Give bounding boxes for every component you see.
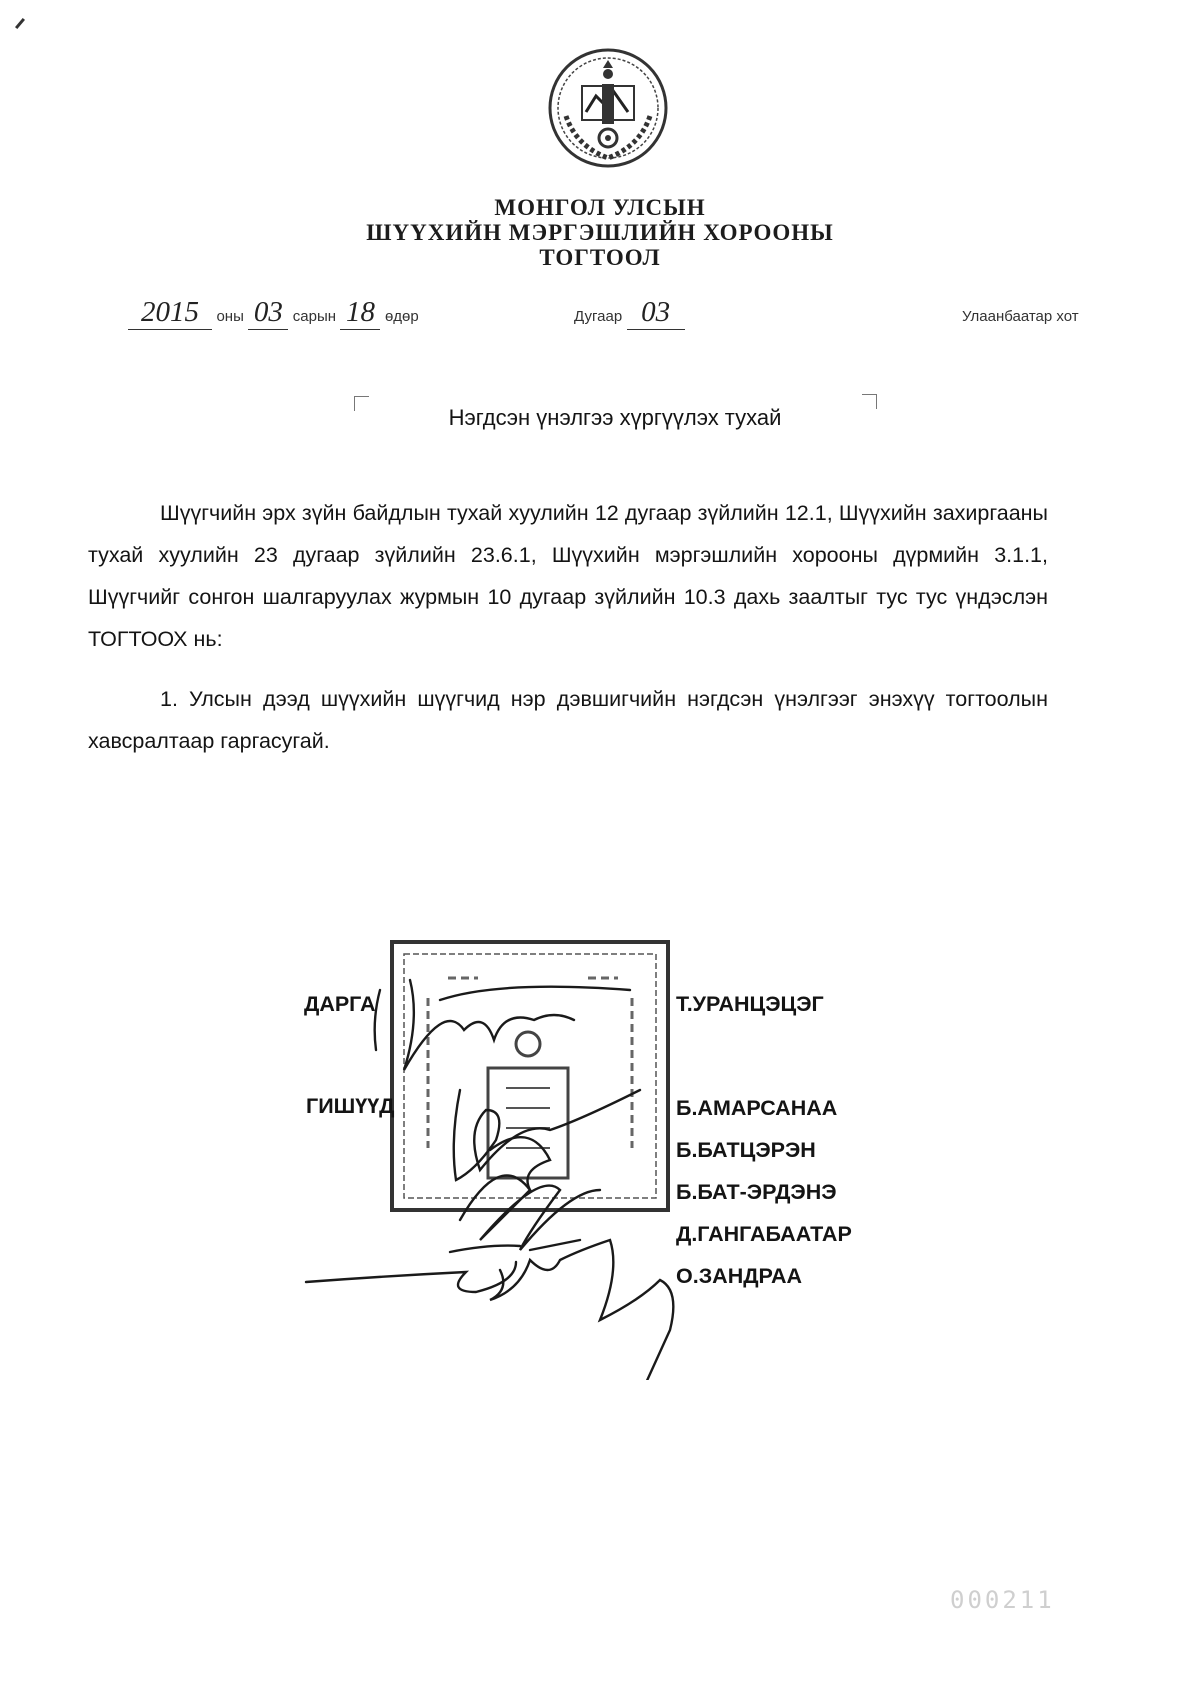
members-label: ГИШҮҮД <box>306 1094 395 1118</box>
place: Улаанбаатар хот <box>962 308 1079 325</box>
document-title: Нэгдсэн үнэлгээ хүргүүлэх тухай <box>448 405 782 430</box>
member-name-4: Д.ГАНГАБААТАР <box>676 1222 852 1246</box>
body-paragraph-1: Шүүгчийн эрх зүйн байдлын тухай хуулийн 12 дугаар зүйлийн 12.1, Шүүхийн захиргааны тухай хуулийн 23 дугаар зүйлийн 23.6.1, Шүүхийн мэргэшлийн хорооны дүрмийн 3.1.1, Шүүгчийг сонгон шалгаруулах журмын 10 дугаар зүйлийн 10.3 дахь заалтыг тус тус үндэслэн ТОГТООХ нь: <box>88 501 1048 651</box>
date-month: 03 <box>248 296 288 330</box>
member-name-3: Б.БАТ-ЭРДЭНЭ <box>676 1180 837 1204</box>
member-name-5: О.ЗАНДРАА <box>676 1264 803 1288</box>
header-doc-type: ТОГТООЛ <box>539 245 661 270</box>
date-day-suffix: өдөр <box>384 308 419 325</box>
state-emblem-icon <box>546 46 670 170</box>
doc-number-label: Дугаар <box>574 308 623 325</box>
header-committee: ШҮҮХИЙН МЭРГЭШЛИЙН ХОРООНЫ <box>366 220 834 245</box>
page-serial-stamp: 000211 <box>950 1586 1055 1614</box>
chair-name: Т.УРАНЦЭЦЭГ <box>676 992 824 1016</box>
date-year-suffix: оны <box>216 308 244 325</box>
date-month-suffix: сарын <box>292 308 337 325</box>
handwritten-signatures <box>300 960 700 1380</box>
body-paragraph-2: 1. Улсын дээд шүүхийн шүүгчид нэр дэвшигчийн нэгдсэн үнэлгээг энэхүү тогтоолын хавсралтаар гаргасугай. <box>88 687 1048 753</box>
member-name-1: Б.АМАРСАНАА <box>676 1096 838 1120</box>
header-country: МОНГОЛ УЛСЫН <box>494 195 706 220</box>
doc-number <box>574 296 685 330</box>
date-day: 18 <box>340 296 380 330</box>
date-line <box>128 296 419 330</box>
date-year: 2015 <box>128 296 212 330</box>
chair-label: ДАРГА <box>304 992 376 1016</box>
scan-artifact <box>15 18 25 29</box>
member-name-2: Б.БАТЦЭРЭН <box>676 1138 816 1162</box>
doc-number-value: 03 <box>627 296 685 330</box>
